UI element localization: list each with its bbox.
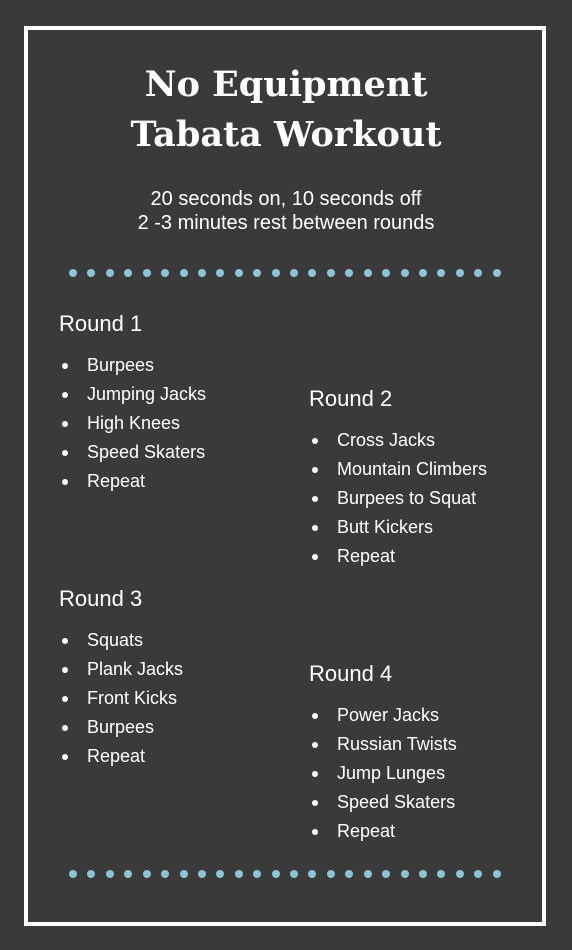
dotted-divider-bottom: [69, 869, 501, 879]
title-line-1: No Equipment: [144, 64, 428, 105]
divider-dot: [382, 870, 390, 878]
divider-dot: [272, 269, 280, 277]
divider-dot: [290, 269, 298, 277]
list-item: Plank Jacks: [59, 655, 183, 684]
list-item: Russian Twists: [309, 730, 457, 759]
divider-dot: [161, 870, 169, 878]
divider-dot: [87, 870, 95, 878]
list-item: Repeat: [309, 542, 487, 571]
divider-dot: [474, 269, 482, 277]
divider-dot: [216, 269, 224, 277]
divider-dot: [493, 870, 501, 878]
list-item: Burpees: [59, 351, 206, 380]
divider-dot: [106, 269, 114, 277]
divider-dot: [180, 870, 188, 878]
divider-dot: [474, 870, 482, 878]
divider-dot: [143, 870, 151, 878]
divider-dot: [327, 870, 335, 878]
divider-dot: [345, 269, 353, 277]
round-title: Round 2: [309, 386, 393, 411]
round-title: Round 1: [59, 311, 143, 336]
list-item: Jump Lunges: [309, 759, 457, 788]
divider-dot: [216, 870, 224, 878]
round-4: [309, 661, 457, 846]
divider-dot: [124, 269, 132, 277]
divider-dot: [235, 870, 243, 878]
list-item: Cross Jacks: [309, 426, 487, 455]
list-item: Repeat: [59, 742, 183, 771]
divider-dot: [364, 870, 372, 878]
divider-dot: [382, 269, 390, 277]
exercise-list: [59, 351, 206, 496]
divider-dot: [401, 269, 409, 277]
divider-dot: [106, 870, 114, 878]
round-title: Round 3: [59, 586, 143, 611]
round-title: Round 4: [309, 661, 393, 686]
divider-dot: [345, 870, 353, 878]
round-3: [59, 586, 183, 771]
divider-dot: [253, 870, 261, 878]
subtitle-line-2: 2 -3 minutes rest between rounds: [137, 212, 435, 234]
divider-dot: [180, 269, 188, 277]
list-item: Burpees to Squat: [309, 484, 487, 513]
exercise-list: [309, 426, 487, 571]
exercise-list: [309, 701, 457, 846]
divider-dot: [87, 269, 95, 277]
list-item: Repeat: [59, 467, 206, 496]
list-item: Speed Skaters: [59, 438, 206, 467]
title-line-2: Tabata Workout: [130, 114, 442, 155]
divider-dot: [290, 870, 298, 878]
exercise-list: [59, 626, 183, 771]
dotted-divider-top: [69, 268, 501, 278]
list-item: High Knees: [59, 409, 206, 438]
round-1: [59, 311, 206, 496]
divider-dot: [272, 870, 280, 878]
list-item: Speed Skaters: [309, 788, 457, 817]
list-item: Squats: [59, 626, 183, 655]
divider-dot: [456, 269, 464, 277]
list-item: Power Jacks: [309, 701, 457, 730]
divider-dot: [198, 870, 206, 878]
divider-dot: [401, 870, 409, 878]
divider-dot: [327, 269, 335, 277]
divider-dot: [161, 269, 169, 277]
divider-dot: [198, 269, 206, 277]
divider-dot: [235, 269, 243, 277]
round-2: [309, 386, 487, 571]
divider-dot: [419, 269, 427, 277]
divider-dot: [456, 870, 464, 878]
list-item: Jumping Jacks: [59, 380, 206, 409]
divider-dot: [143, 269, 151, 277]
divider-dot: [419, 870, 427, 878]
list-item: Burpees: [59, 713, 183, 742]
divider-dot: [493, 269, 501, 277]
subtitle-line-1: 20 seconds on, 10 seconds off: [150, 188, 422, 210]
list-item: Repeat: [309, 817, 457, 846]
divider-dot: [69, 269, 77, 277]
list-item: Butt Kickers: [309, 513, 487, 542]
divider-dot: [437, 870, 445, 878]
divider-dot: [308, 269, 316, 277]
divider-dot: [253, 269, 261, 277]
list-item: Front Kicks: [59, 684, 183, 713]
divider-dot: [308, 870, 316, 878]
divider-dot: [364, 269, 372, 277]
list-item: Mountain Climbers: [309, 455, 487, 484]
divider-dot: [437, 269, 445, 277]
divider-dot: [69, 870, 77, 878]
divider-dot: [124, 870, 132, 878]
